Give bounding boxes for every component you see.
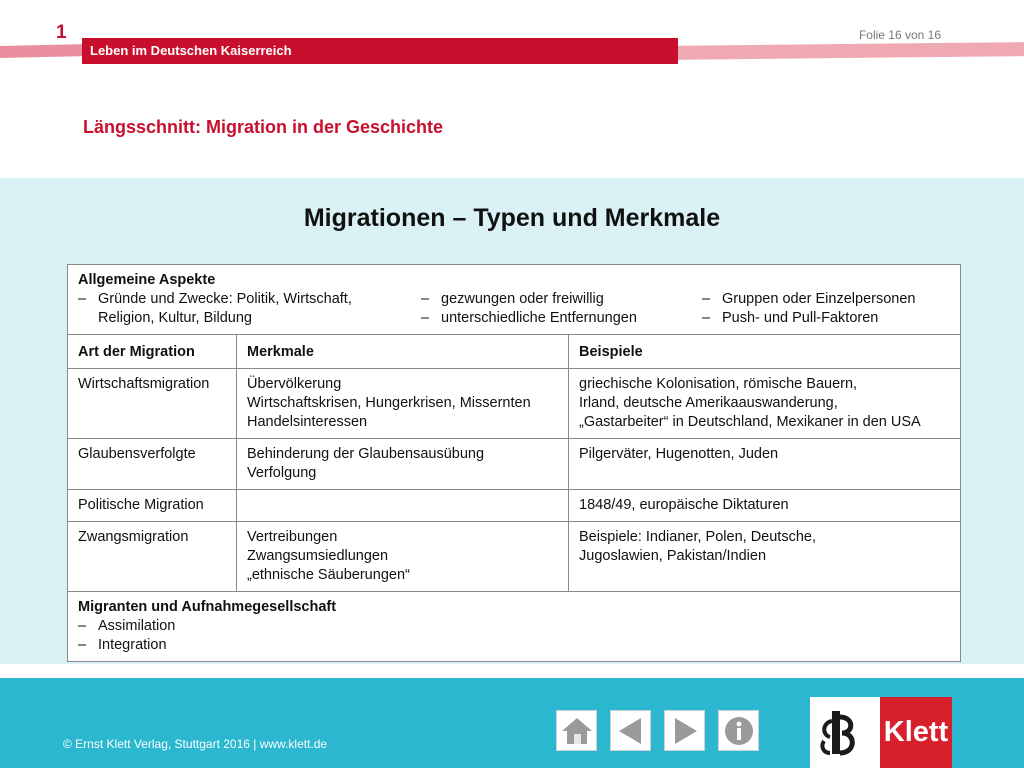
klett-emblem-icon	[810, 697, 880, 768]
header-stripe-left	[0, 44, 90, 58]
home-icon	[560, 715, 594, 747]
general-aspects-row	[68, 265, 960, 334]
dash-icon: –	[78, 637, 87, 653]
aspect-text: Push- und Pull-Faktoren	[722, 310, 879, 326]
info-button[interactable]	[718, 710, 759, 751]
aspect-text: gezwungen oder freiwillig	[441, 291, 604, 307]
aspect-text: Religion, Kultur, Bildung	[98, 310, 252, 326]
dash-icon: –	[78, 618, 87, 634]
table-row	[68, 438, 960, 489]
migration-examples: griechische Kolonisation, römische Bauern, Irland, deutsche Amerikaauswanderung, „Gastarbeiter“ in Deutschland, Mexikaner in den USA	[579, 376, 921, 430]
table-header-row	[68, 334, 960, 368]
previous-button[interactable]	[610, 710, 651, 751]
next-button[interactable]	[664, 710, 705, 751]
migrants-row	[68, 591, 960, 661]
table-row	[68, 489, 960, 521]
home-button[interactable]	[556, 710, 597, 751]
next-icon	[669, 715, 701, 747]
migrants-item: Integration	[98, 637, 167, 653]
column-header-examples: Beispiele	[579, 344, 643, 360]
dash-icon: –	[78, 291, 87, 307]
migration-type: Politische Migration	[68, 490, 237, 521]
previous-icon	[615, 715, 647, 747]
slide-counter: Folie 16 von 16	[858, 28, 941, 42]
aspects-column-2	[421, 290, 702, 328]
dash-icon: –	[702, 291, 711, 307]
migrants-item: Assimilation	[98, 618, 176, 634]
chapter-banner: Leben im Deutschen Kaiserreich	[82, 38, 678, 64]
general-aspects-heading: Allgemeine Aspekte	[78, 272, 216, 288]
migration-table	[67, 264, 961, 662]
migration-examples: 1848/49, europäische Diktaturen	[579, 497, 789, 513]
dash-icon: –	[421, 310, 430, 326]
page-title: Migrationen – Typen und Merkmale	[303, 204, 721, 232]
migration-type: Zwangsmigration	[68, 522, 237, 591]
chapter-number: 1	[56, 22, 67, 43]
aspects-column-3	[702, 290, 950, 328]
migration-features: Übervölkerung Wirtschaftskrisen, Hungerkrisen, Missernten Handelsinteressen	[237, 369, 569, 438]
migration-type: Wirtschaftsmigration	[68, 369, 237, 438]
copyright-text: © Ernst Klett Verlag, Stuttgart 2016 | www.klett.de	[63, 737, 328, 751]
migration-features	[237, 490, 569, 521]
klett-logo-text: Klett	[880, 697, 952, 768]
migrants-heading: Migranten und Aufnahmegesellschaft	[78, 599, 337, 615]
migration-features: Vertreibungen Zwangsumsiedlungen „ethnische Säuberungen“	[237, 522, 569, 591]
migration-examples: Beispiele: Indianer, Polen, Deutsche, Jugoslawien, Pakistan/Indien	[579, 529, 816, 564]
info-icon	[723, 715, 755, 747]
migration-examples: Pilgerväter, Hugenotten, Juden	[579, 446, 779, 462]
dash-icon: –	[702, 310, 711, 326]
aspect-text: Gründe und Zwecke: Politik, Wirtschaft,	[98, 291, 352, 307]
column-header-features: Merkmale	[237, 335, 569, 368]
aspect-text: Gruppen oder Einzelpersonen	[722, 291, 916, 307]
aspects-column-1	[78, 290, 421, 328]
dash-icon: –	[421, 291, 430, 307]
page-subtitle: Längsschnitt: Migration in der Geschichte	[83, 117, 444, 137]
table-row	[68, 521, 960, 591]
migration-features: Behinderung der Glaubensausübung Verfolgung	[237, 439, 569, 489]
table-row	[68, 368, 960, 438]
migration-type: Glaubensverfolgte	[68, 439, 237, 489]
column-header-type: Art der Migration	[68, 335, 237, 368]
aspect-text: unterschiedliche Entfernungen	[441, 310, 637, 326]
header-stripe-right	[670, 42, 1024, 60]
